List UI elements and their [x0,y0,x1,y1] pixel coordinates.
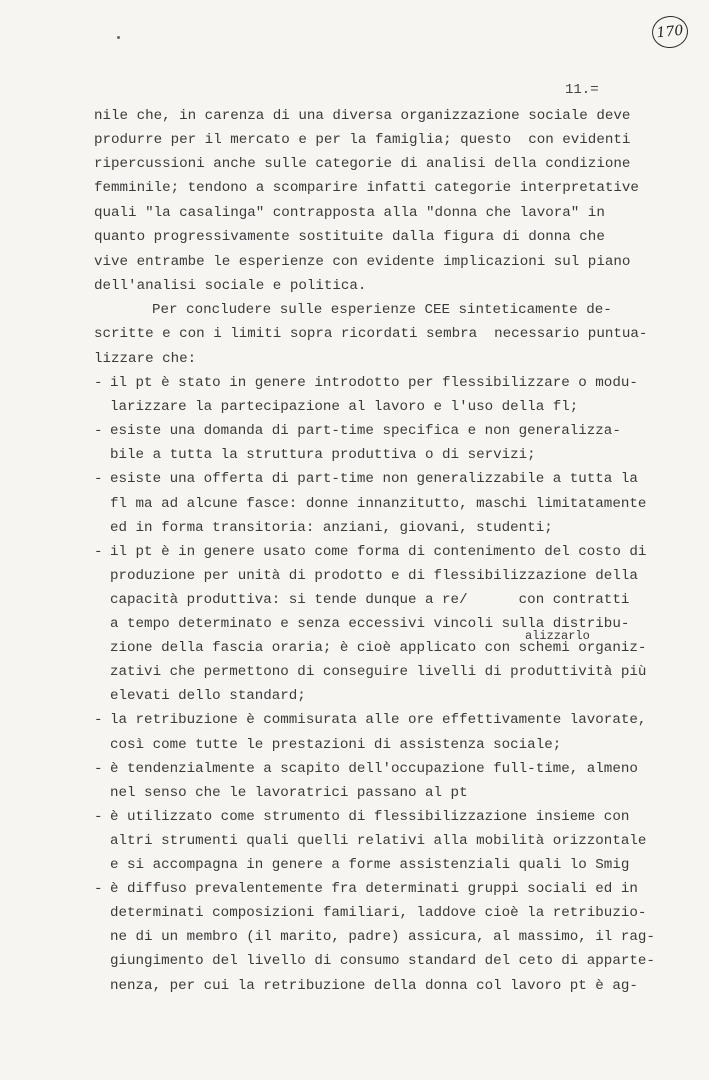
bullet-marker: - [94,712,103,729]
bullet-text-line: nel senso che le lavoratrici passano al pt [110,784,468,801]
bullet-text-line: così come tutte le prestazioni di assistenza sociale; [110,736,562,753]
text-line: quali "la casalinga" contrapposta alla "donna che lavora" in [94,205,605,221]
bullet-text-line: ne di un membro (il marito, padre) assicura, al massimo, il rag- [110,929,655,946]
bullet-marker: - [94,881,103,898]
text-line: ripercussioni anche sulle categorie di analisi della condizione [94,156,631,172]
bullet-marker: - [94,808,103,825]
bullet-text-line: a tempo determinato e senza eccessivi vincoli sulla distribu- [110,616,630,632]
bullet-marker: - [94,375,103,391]
bullet-text-line: giungimento del livello di consumo standard del ceto di apparte- [110,953,655,970]
text-line: quanto progressivamente sostituite dalla figura di donna che [94,229,605,245]
text-line: produrre per il mercato e per la famiglia; questo con evidenti [94,132,631,148]
bullet-text-line: ed in forma transitoria: anziani, giovani, studenti; [110,519,553,536]
ink-dot [117,36,120,39]
bullet-text-line: elevati dello standard; [110,688,306,705]
handwritten-insertion: alizzarlo [525,629,590,644]
bullet-text-line: è utilizzato come strumento di flessibilizzazione insieme con [110,808,630,825]
bullet-text-line: produzione per unità di prodotto e di flessibilizzazione della [110,567,638,584]
text-line: Per concludere sulle esperienze CEE sinteticamente de- [152,302,612,318]
bullet-text-line: fl ma ad alcune fasce: donne innanzitutto, maschi limitatamente [110,495,647,512]
bullet-text-line: il pt è stato in genere introdotto per flessibilizzare o modu- [110,375,638,391]
bullet-text-line: è diffuso prevalentemente fra determinati gruppi sociali ed in [110,881,638,898]
bullet-text-line: e si accompagna in genere a forme assistenziali quali lo Smig [110,857,630,873]
bullet-marker: - [94,423,103,440]
bullet-text-line: capacità produttiva: si tende dunque a re/ con contratti [110,591,630,608]
bullet-text-line: nenza, per cui la retribuzione della donna col lavoro pt è ag- [110,977,638,994]
bullet-text-line: è tendenzialmente a scapito dell'occupazione full-time, almeno [110,760,638,777]
bullet-text-line: la retribuzione è commisurata alle ore effettivamente lavorate, [110,712,647,729]
bullet-text-line: altri strumenti quali quelli relativi alla mobilità orizzontale [110,832,647,849]
bullet-marker: - [94,543,103,560]
bullet-marker: - [94,760,103,777]
bullet-text-line: zativi che permettono di conseguire livelli di produttività più [110,664,647,681]
bullet-marker: - [94,471,103,488]
bullet-text-line: larizzare la partecipazione al lavoro e l'uso della fl; [110,399,579,416]
text-line: scritte e con i limiti sopra ricordati sembra necessario puntua- [94,326,648,342]
text-line: nile che, in carenza di una diversa organizzazione sociale deve [94,108,631,124]
text-line: femminile; tendono a scomparire infatti categorie interpretative [94,180,639,196]
bullet-text-line: esiste una domanda di part-time specifica e non generalizza- [110,423,621,440]
bullet-text-line: il pt è in genere usato come forma di contenimento del costo di [110,543,647,560]
text-line: dell'analisi sociale e politica. [94,278,367,294]
page-stamp: 170 [650,14,689,50]
text-line: vive entrambe le esperienze con evidente implicazioni sul piano [94,254,631,270]
bullet-text-line: esiste una offerta di part-time non generalizzabile a tutta la [110,471,638,488]
bullet-text-line: zione della fascia oraria; è cioè applicato con schemi organiz- [110,640,647,657]
bullet-text-line: determinati composizioni familiari, laddove cioè la retribuzio- [110,905,647,922]
text-line: lizzare che: [94,351,197,367]
bullet-text-line: bile a tutta la struttura produttiva o di servizi; [110,447,536,464]
page-number: 11.= [565,82,599,98]
